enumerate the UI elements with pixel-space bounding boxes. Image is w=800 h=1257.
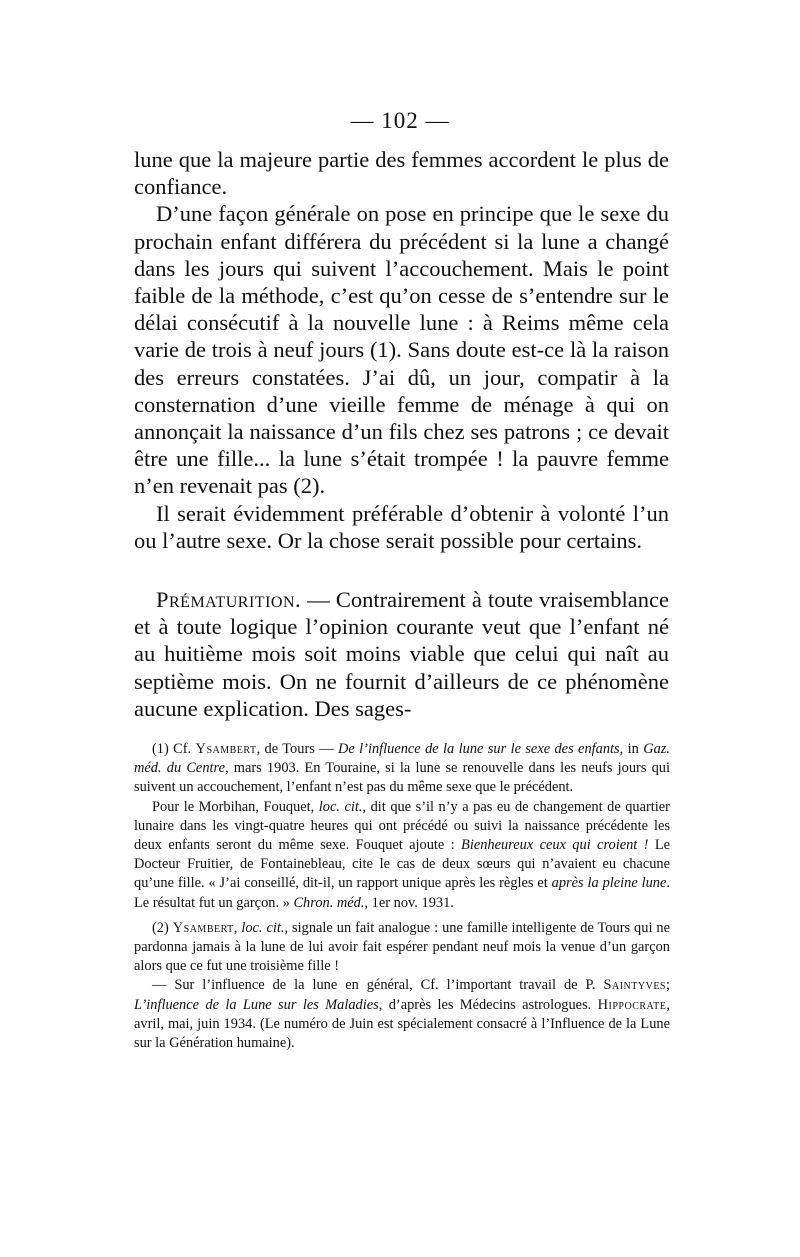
- footnote-text: ;: [666, 977, 670, 994]
- section-heading: Prématurition.: [156, 587, 302, 613]
- footnote: [134, 740, 670, 798]
- author: Ysambert: [195, 741, 257, 757]
- journal-title: Hippocrate: [597, 996, 667, 1013]
- footnote-text: , signale un fait analogue : une famille intelligente de Tours qui ne pardonna jamais à la lune de lui avoir fait espérer pendant neuf mois la venue d’un garçon alors que ce fut une troisième fille !: [134, 919, 670, 975]
- footnote-text: , de Tours —: [256, 741, 338, 757]
- paragraph: Il serait évidemment préférable d’obtenir à volonté l’un ou l’autre sexe. Or la chose serait possible pour certains.: [134, 500, 669, 553]
- footnote-text: , avril, mai, juin 1934. (Le numéro de Juin est spécialement consacré à l’Influence de la Lune sur la Génération humaine).: [134, 996, 670, 1052]
- paragraph: [134, 586, 669, 722]
- footnotes: [134, 740, 670, 1053]
- footnote: [134, 798, 670, 913]
- paragraph: D’une façon générale on pose en principe que le sexe du prochain enfant différera du précédent si la lune a changé dans les jours qui suivent l’accouchement. Mais le point faible de la méthode, c’est qu’on cesse de s’entendre sur le délai consécutif à la nouvelle lune : à Reims même cela varie de trois à neuf jours (1). Sans doute est-ce là la raison des erreurs constatées. J’ai dû, un jour, compatir à la consternation d’une vieille femme de ménage à qui on annonçait la naissance d’un fils chez ses patrons ; ce devait être une fille... la lune s’était trompée ! la pauvre femme n’en revenait pas (2).: [134, 201, 669, 499]
- work-title: De l’influence de la lune sur le sexe des enfants: [338, 741, 620, 757]
- author: Saintyves: [603, 977, 666, 994]
- main-text: [134, 146, 669, 722]
- footnote-text: ,: [233, 919, 242, 936]
- citation-abbrev: loc. cit.: [318, 798, 363, 815]
- footnote-text: Pour le Morbihan, Fouquet,: [152, 798, 319, 815]
- footnote-mark: (2): [152, 919, 173, 936]
- journal-title: Gaz. méd. du Centre: [134, 741, 670, 777]
- footnote-text: Le Docteur Fruitier, de Fontainebleau, cite le cas de deux sœurs qui n’avaient eu chacune qu’une fille. « J’ai conseillé, dit-il, un rapport unique après les règles et: [134, 837, 670, 892]
- footnote-text: , dit que s’il n’y a pas eu de changement de quartier lunaire dans les vingt-quatre heures qui ont précédé ou suivi la naissance précédente les deux enfants seront du même sexe. Fouquet ajoute :: [134, 798, 670, 854]
- paragraph: lune que la majeure partie des femmes accordent le plus de confiance.: [134, 147, 669, 200]
- journal-title: Chron. méd.: [293, 894, 365, 911]
- footnote: [134, 976, 670, 1053]
- footnote-mark: (1) Cf.: [152, 741, 196, 757]
- footnote-text: . Le résultat fut un garçon. »: [134, 875, 670, 911]
- author: Ysambert: [172, 919, 234, 936]
- footnote: [134, 919, 670, 977]
- footnote-text: , d’après les Médecins astrologues.: [378, 996, 598, 1013]
- emphasis: après la pleine lune: [551, 875, 667, 892]
- citation-abbrev: loc. cit.: [241, 919, 285, 936]
- page-number: — 102 —: [350, 108, 450, 133]
- footnote-text: , 1er nov. 1931.: [364, 894, 454, 911]
- work-title: L’influence de la Lune sur les Maladies: [134, 996, 379, 1013]
- footnote-text: — Sur l’influence de la lune en général, Cf. l’important travail de P.: [152, 977, 604, 994]
- footnote-text: , mars 1903. En Touraine, si la lune se renouvelle dans les neufs jours qui suivent un accouchement, l’enfant n’est pas du même sexe que le précédent.: [134, 760, 671, 796]
- quote: Bienheureux ceux qui croient !: [461, 837, 649, 854]
- paragraph-text: — Contrairement à toute vraisemblance et à toute logique l’opinion courante veut que l’enfant né au huitième mois soit moins viable que celui qui naît au septième mois. On ne fournit d’ailleurs de ce phénomène aucune explication. Des sages-: [134, 587, 669, 721]
- footnote-text: , in: [619, 741, 644, 757]
